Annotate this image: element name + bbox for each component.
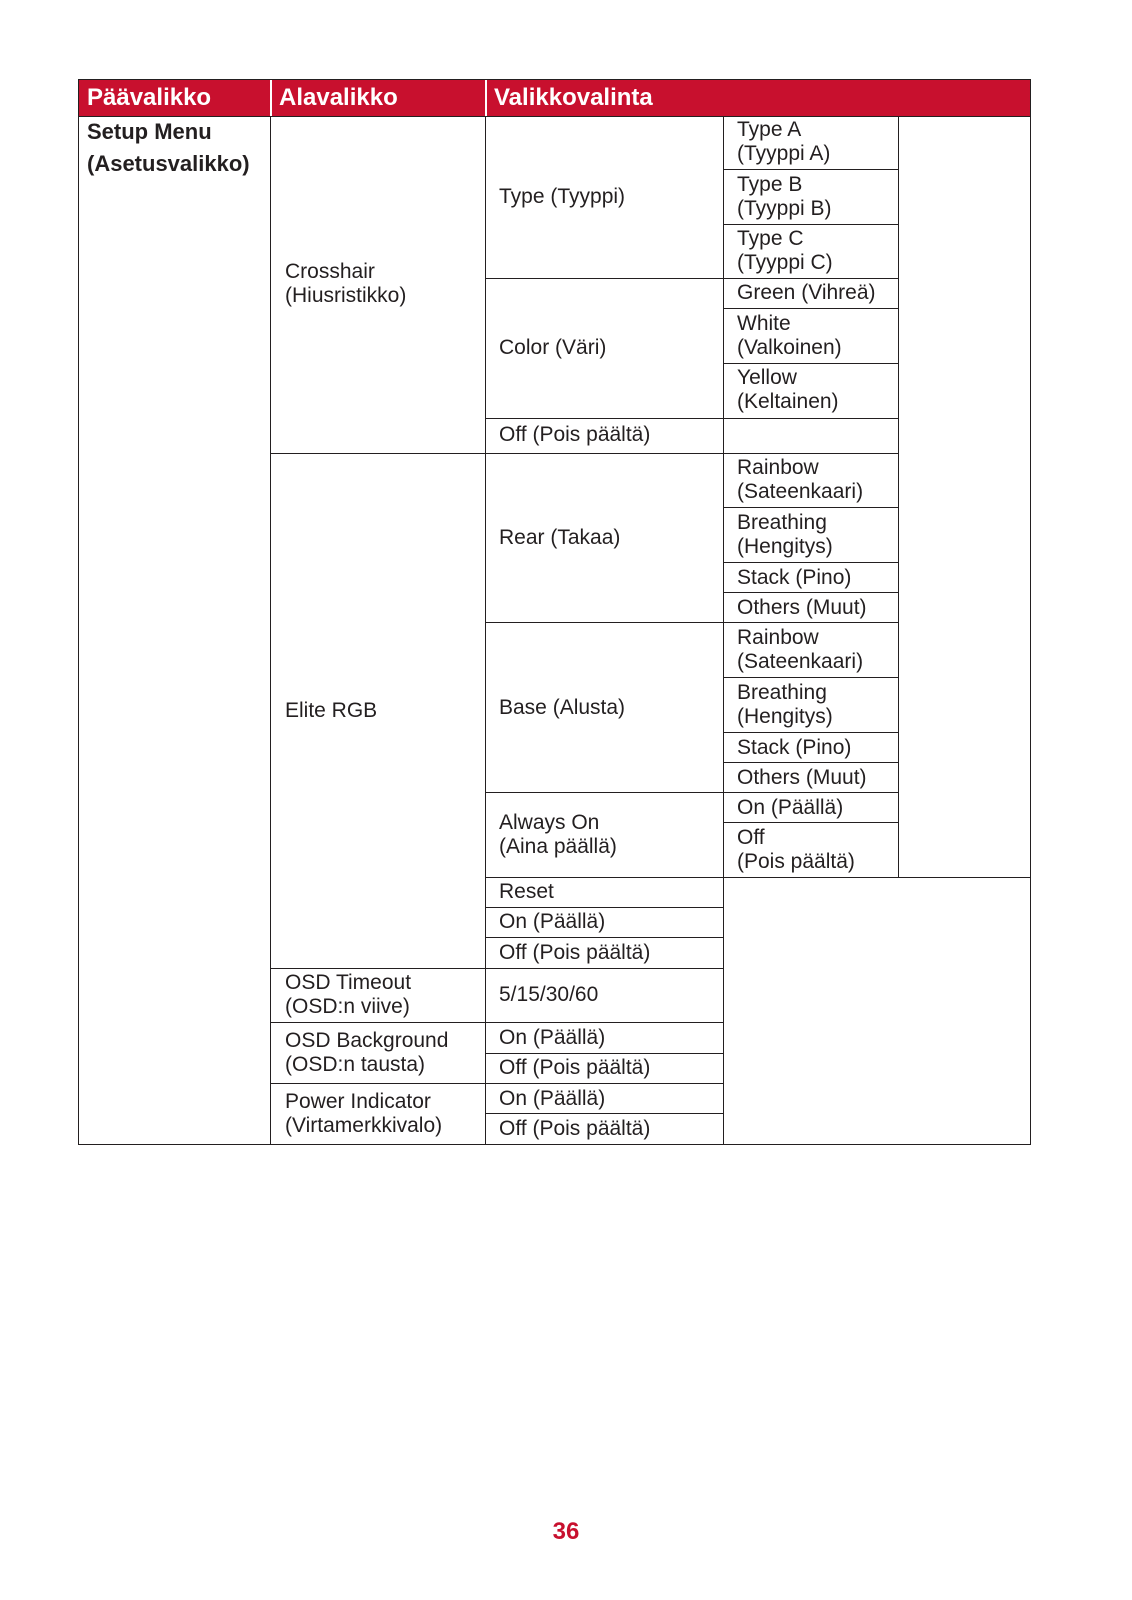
rear-rainbow-option-fi: (Sateenkaari)	[737, 480, 864, 503]
crosshair-label-fi: (Hiusristikko)	[285, 284, 407, 307]
white-option-fi: (Valkoinen)	[737, 336, 842, 359]
base-breathing-option-fi: (Hengitys)	[737, 705, 833, 728]
power-indicator-off-option: Off (Pois päältä)	[499, 1117, 651, 1140]
base-label: Base (Alusta)	[499, 696, 626, 719]
always-on-label: Always On	[499, 811, 600, 834]
osd-timeout-label-fi: (OSD:n viive)	[285, 995, 410, 1018]
main-menu-subtitle: (Asetusvalikko)	[87, 151, 250, 176]
crosshair-type-label: Type (Tyyppi)	[499, 185, 626, 208]
type-b-option-fi: (Tyyppi B)	[737, 197, 832, 220]
always-on-off-option: Off	[737, 826, 765, 849]
base-breathing-option: Breathing	[737, 681, 827, 704]
yellow-option: Yellow	[737, 366, 797, 389]
osd-background-label-fi: (OSD:n tausta)	[285, 1053, 426, 1076]
power-indicator-label: Power Indicator	[285, 1090, 431, 1113]
base-rainbow-option: Rainbow	[737, 626, 819, 649]
rear-label: Rear (Takaa)	[499, 526, 621, 549]
page-number: 36	[552, 1518, 580, 1545]
rear-breathing-option-fi: (Hengitys)	[737, 535, 833, 558]
always-on-on-option: On (Päällä)	[737, 796, 844, 819]
type-a-option: Type A	[737, 118, 802, 141]
rear-stack-option: Stack (Pino)	[737, 566, 852, 589]
type-c-option: Type C	[737, 227, 804, 250]
power-indicator-label-fi: (Virtamerkkivalo)	[285, 1114, 443, 1137]
osd-background-on-option: On (Päällä)	[499, 1026, 606, 1049]
header-divider	[270, 80, 272, 116]
always-on-label-fi: (Aina päällä)	[499, 835, 617, 858]
osd-timeout-label: OSD Timeout	[285, 971, 412, 994]
base-others-option: Others (Muut)	[737, 766, 867, 789]
elite-rgb-label: Elite RGB	[285, 699, 378, 722]
rear-breathing-option: Breathing	[737, 511, 827, 534]
yellow-option-fi: (Keltainen)	[737, 390, 839, 413]
crosshair-off-option: Off (Pois päältä)	[499, 423, 651, 446]
rear-rainbow-option: Rainbow	[737, 456, 819, 479]
base-rainbow-option-fi: (Sateenkaari)	[737, 650, 864, 673]
type-c-option-fi: (Tyyppi C)	[737, 251, 833, 274]
rear-others-option: Others (Muut)	[737, 596, 867, 619]
main-menu-title: Setup Menu	[87, 119, 212, 144]
osd-background-off-option: Off (Pois päältä)	[499, 1056, 651, 1079]
header-main-menu: Päävalikko	[87, 84, 212, 111]
elite-rgb-off-option: Off (Pois päältä)	[499, 941, 651, 964]
osd-background-label: OSD Background	[285, 1029, 449, 1052]
osd-timeout-value: 5/15/30/60	[499, 983, 599, 1006]
green-option: Green (Vihreä)	[737, 281, 876, 304]
crosshair-label: Crosshair	[285, 260, 375, 283]
base-stack-option: Stack (Pino)	[737, 736, 852, 759]
power-indicator-on-option: On (Päällä)	[499, 1087, 606, 1110]
reset-option: Reset	[499, 880, 554, 903]
type-a-option-fi: (Tyyppi A)	[737, 142, 831, 165]
header-menu-option: Valikkovalinta	[494, 84, 653, 111]
type-b-option: Type B	[737, 173, 803, 196]
white-option: White	[737, 312, 791, 335]
elite-rgb-on-option: On (Päällä)	[499, 910, 606, 933]
crosshair-color-label: Color (Väri)	[499, 336, 607, 359]
header-submenu: Alavalikko	[279, 84, 398, 111]
always-on-off-option-fi: (Pois päältä)	[737, 850, 855, 873]
header-divider	[485, 80, 487, 116]
